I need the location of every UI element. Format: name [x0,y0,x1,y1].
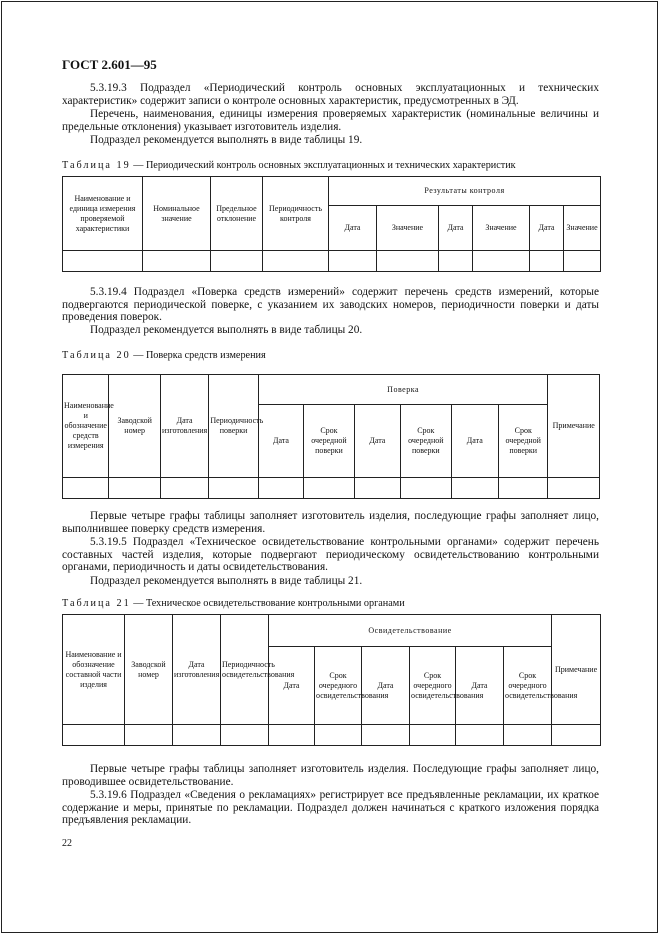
t21-col-note: Примечание [552,615,601,725]
paragraph-characteristics: Перечень, наименования, единицы измерения проверяемых характеристик (номинальные величины и предельные отклонения) указывает изготовитель изделия. [62,108,599,133]
t19-empty-row [63,251,601,272]
t19-col-characteristic: Наименование и единица измерения проверяемой характеристики [63,177,143,251]
t19-sub-value-2: Значение [473,206,530,251]
t21-sub-date-1: Дата [269,647,315,725]
t21-col-component: Наименование и обозначение составной части изделия [63,615,125,725]
paragraph-5-3-19-4: 5.3.19.4 Подраздел «Поверка средств измерений» содержит перечень средств измерений, которые подвергаются периодической поверке, с указанием их заводских номеров, периодичности поверки и даты проведения поверок. [62,286,599,324]
table19-caption-prefix: Таблица 19 [62,160,131,171]
t19-sub-date-3: Дата [530,206,564,251]
table21-caption-prefix: Таблица 21 [62,598,131,609]
doc-code-header: ГОСТ 2.601—95 [62,57,157,72]
t20-sub-next-1: Срок очередной поверки [304,405,354,478]
table-20 [62,374,600,499]
t19-col-periodicity: Периодичность контроля [263,177,329,251]
table19-caption [62,160,516,171]
paragraph-5-3-19-5: 5.3.19.5 Подраздел «Техническое освидетельствование контрольными органами» содержит перечень составных частей изделия, которые подвергают периодическому освидетельствованию контрольными органами, периодичность и даты освидетельствования. [62,536,599,574]
t20-col-note: Примечание [548,375,600,478]
t21-sub-next-2: Срок очередного освидетельствования [410,647,456,725]
t19-sub-date-2: Дата [439,206,473,251]
t19-sub-value-3: Значение [564,206,601,251]
t20-sub-date-1: Дата [258,405,303,478]
t21-sub-date-3: Дата [456,647,504,725]
table-21 [62,614,601,746]
t21-col-serial: Заводской номер [125,615,173,725]
table21-caption [62,598,405,609]
t19-col-deviation: Предельное отклонение [211,177,263,251]
t19-sub-value-1: Значение [377,206,439,251]
t20-col-manufacture-date: Дата изготовления [160,375,208,478]
paragraph-table20-ref: Подраздел рекомендуется выполнять в виде таблицы 20. [90,324,363,336]
t21-sub-date-2: Дата [362,647,410,725]
paragraph-5-3-19-6: 5.3.19.6 Подраздел «Сведения о рекламациях» регистрирует все предъявленные рекламации, их краткое содержание и меры, принятые по рекламации. Подраздел должен начинаться с краткого изложения порядка предъявления рекламации. [62,789,599,827]
t20-sub-date-3: Дата [451,405,498,478]
t20-sub-next-2: Срок очередной поверки [401,405,451,478]
t21-empty-row [63,725,601,746]
page-number: 22 [62,838,72,849]
t20-empty-row [63,478,600,499]
paragraph-table20-fill: Первые четыре графы таблицы заполняет изготовитель изделия, последующие графы заполняет лицо, выполнившее поверку средств измерения. [62,510,599,535]
t21-group-inspection: Освидетельствование [269,615,552,647]
t21-sub-next-3: Срок очередного освидетельствования [504,647,552,725]
t20-col-periodicity: Периодичность поверки [209,375,258,478]
paragraph-table21-ref: Подраздел рекомендуется выполнять в виде таблицы 21. [90,575,363,587]
table21-caption-text: — Техническое освидетельствование контрольными органами [130,598,405,609]
paragraph-table19-ref: Подраздел рекомендуется выполнять в виде таблицы 19. [90,134,363,146]
t21-col-periodicity: Периодичность освидетельствования [221,615,269,725]
t19-sub-date-1: Дата [329,206,377,251]
t19-col-nominal: Номинальное значение [143,177,211,251]
t20-sub-next-3: Срок очередной поверки [499,405,548,478]
t20-col-instrument: Наименование и обозначение средств измерения [63,375,109,478]
table20-caption-text: — Поверка средств измерения [130,350,266,361]
t20-sub-date-2: Дата [354,405,400,478]
t21-sub-next-1: Срок очередного освидетельствования [315,647,362,725]
table20-caption [62,350,266,361]
t19-group-results: Результаты контроля [329,177,601,206]
t20-group-verification: Поверка [258,375,548,405]
paragraph-table21-fill: Первые четыре графы таблицы заполняет изготовитель изделия. Последующие графы заполняет лицо, проводившее освидетельствование. [62,763,599,788]
table20-caption-prefix: Таблица 20 [62,350,131,361]
t21-col-manufacture-date: Дата изготовления [173,615,221,725]
table-19 [62,176,601,272]
table19-caption-text: — Периодический контроль основных эксплуатационных и технических характеристик [130,160,516,171]
paragraph-5-3-19-3: 5.3.19.3 Подраздел «Периодический контроль основных эксплуатационных и технических характеристик» содержит записи о контроле основных характеристик, предусмотренных в ЭД. [62,82,599,107]
t20-col-serial: Заводской номер [109,375,160,478]
